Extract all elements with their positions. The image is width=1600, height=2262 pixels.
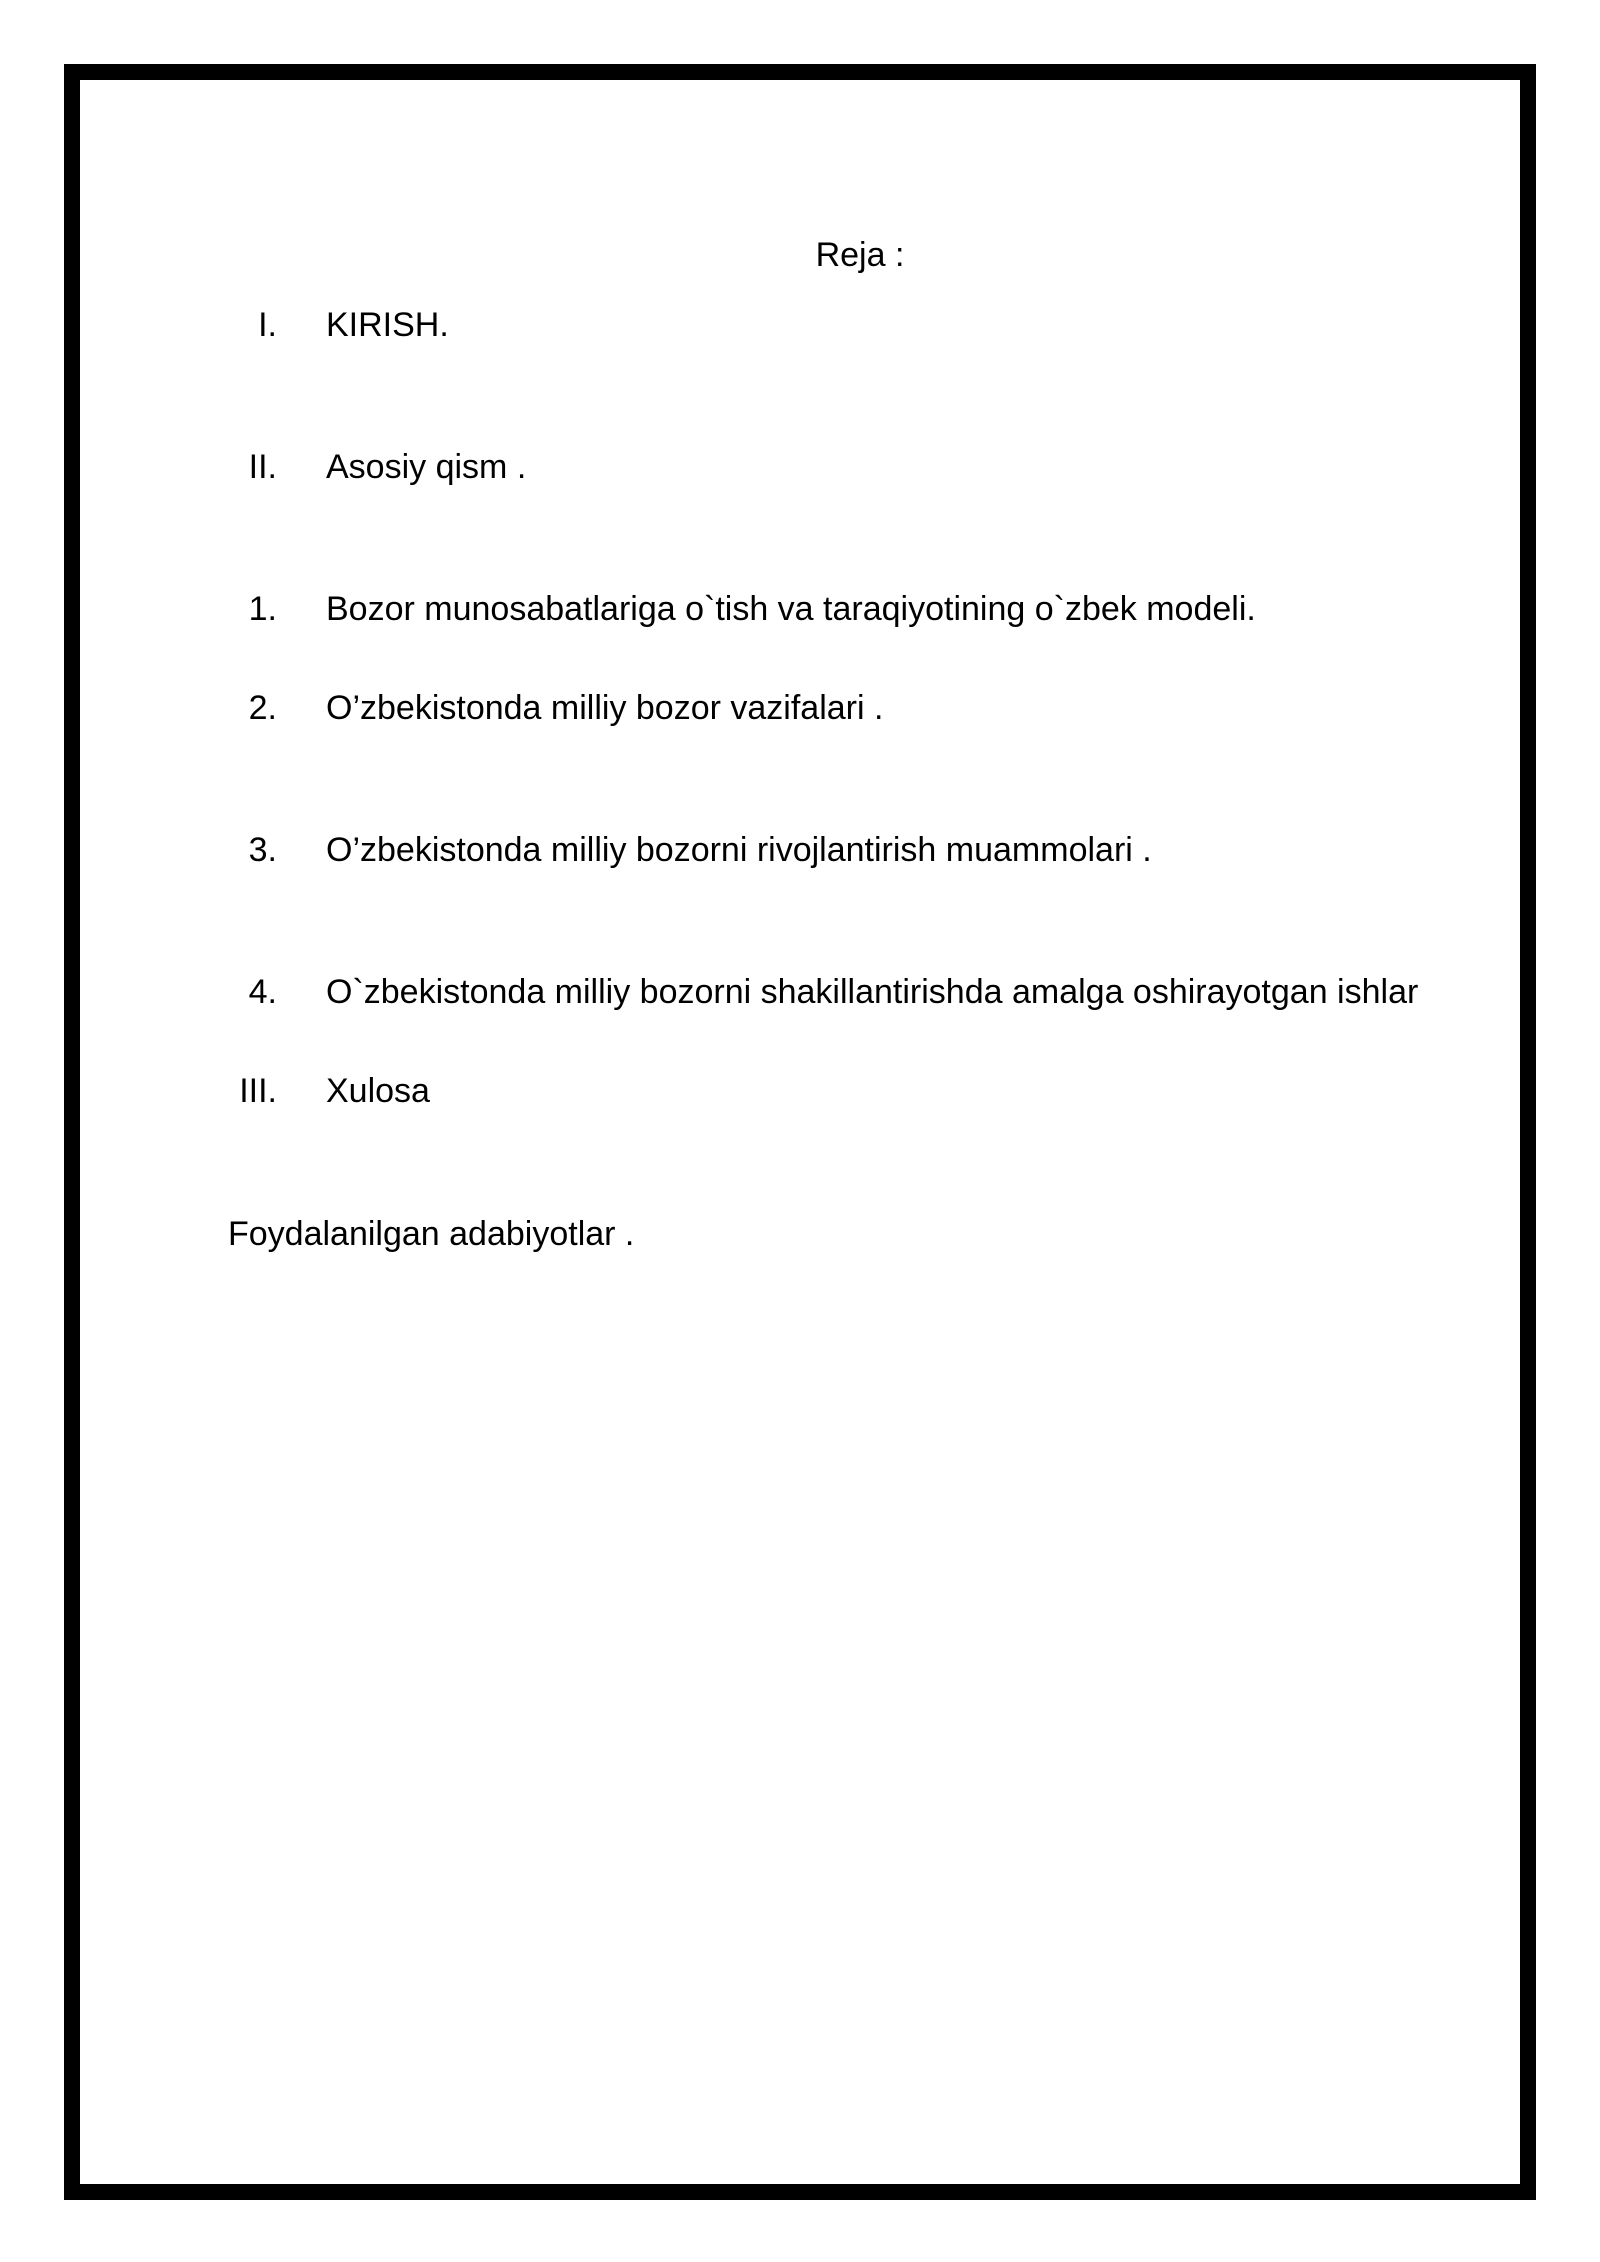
- outline-text: Xulosa: [326, 1072, 430, 1110]
- outline-text: O’zbekistonda milliy bozorni rivojlantirish muammolari .: [326, 831, 1152, 869]
- outline-marker: 1.: [248, 590, 277, 628]
- outline-marker: III.: [239, 1072, 277, 1110]
- outline-text: O`zbekistonda milliy bozorni shakillantirishda amalga oshirayotgan ishlar: [326, 973, 1419, 1011]
- outline-text: KIRISH.: [326, 306, 449, 344]
- outline-marker: 3.: [248, 831, 277, 869]
- references-heading: Foydalanilgan adabiyotlar .: [228, 1215, 635, 1253]
- outline-text: O’zbekistonda milliy bozor vazifalari .: [326, 689, 884, 727]
- page-border: [64, 64, 1536, 2200]
- outline-text: Bozor munosabatlariga o`tish va taraqiyotining o`zbek modeli.: [326, 590, 1256, 628]
- outline-marker: I.: [258, 306, 277, 344]
- outline-text: Asosiy qism .: [326, 448, 527, 486]
- outline-marker: 2.: [248, 689, 277, 727]
- outline-marker: II.: [248, 448, 277, 486]
- outline-marker: 4.: [248, 973, 277, 1011]
- document-title: Reja :: [815, 236, 905, 274]
